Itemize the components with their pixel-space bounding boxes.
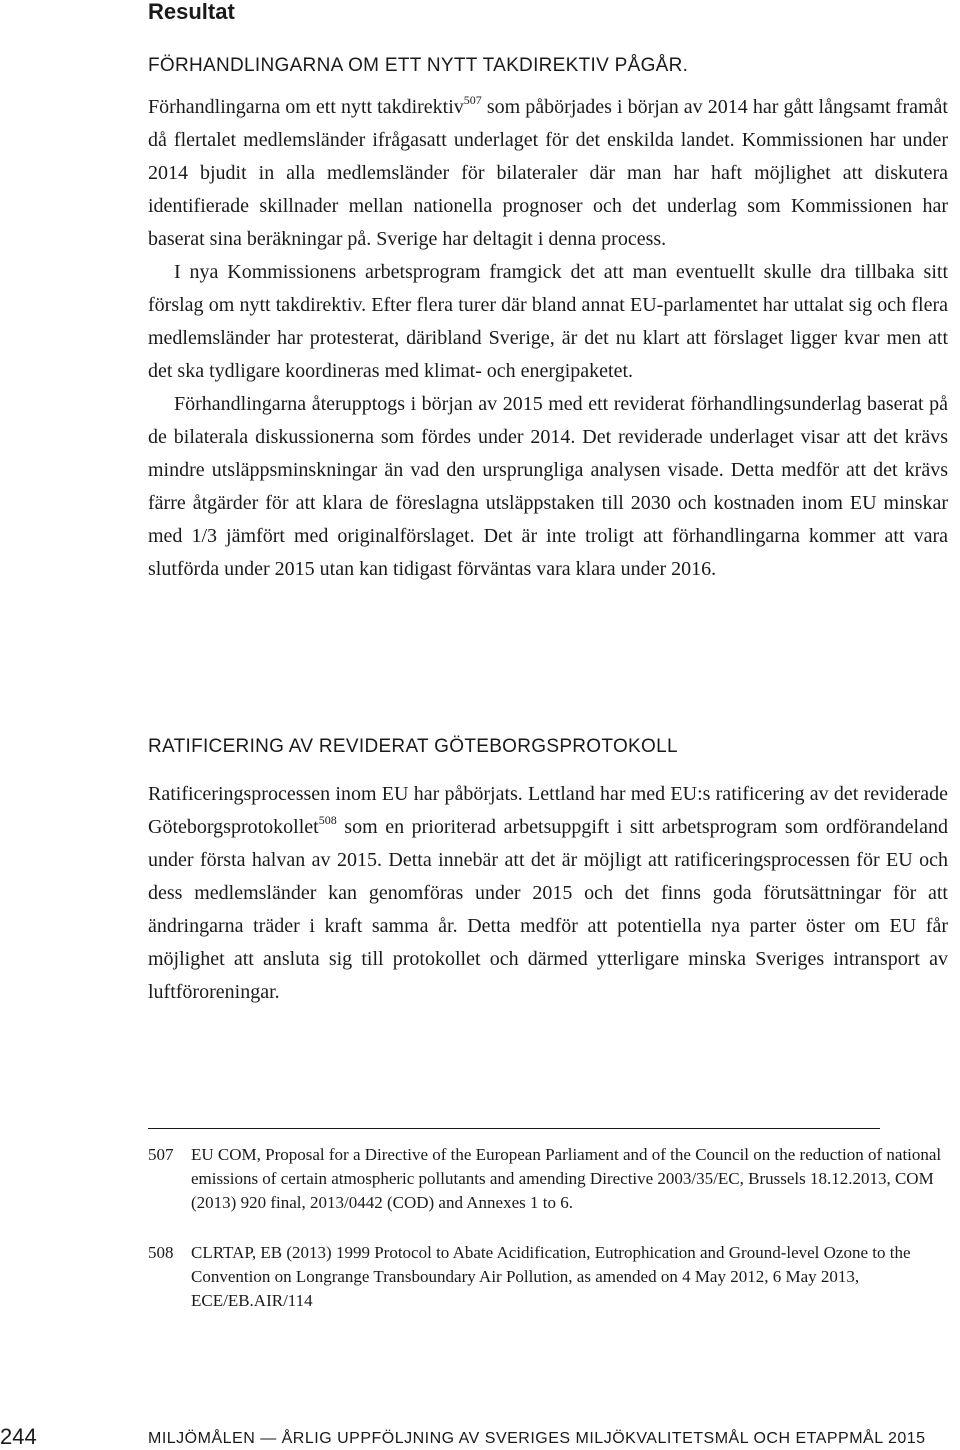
paragraph [148,778,948,1009]
footnote-number: 508 [148,1243,174,1262]
running-footer: MILJÖMÅLEN — ÅRLIG UPPFÖLJNING AV SVERIGES MILJÖKVALITETSMÅL OCH ETAPPMÅL 2015 [148,1430,926,1447]
footnote-text: CLRTAP, EB (2013) 1999 Protocol to Abate Acidification, Eutrophication and Ground-level Ozone to the Convention on Longrange Transboundary Air Pollution, as amended on 4 May 2012, 6 May 2013, ECE/EB.AIR/114 [191,1243,911,1310]
footnote-number: 507 [148,1145,174,1164]
footnote-reference: 507 [463,93,482,107]
paragraph-text: Förhandlingarna om ett nytt takdirektiv [148,96,464,118]
section-body-takdirektiv [148,91,948,586]
paragraph: Förhandlingarna återupptogs i början av 2015 med ett reviderat förhandlingsunderlag baserat på de bilaterala diskussionerna som fördes under 2014. Det reviderade underlaget visar att det krävs mindre utsläppsminskningar än vad den ursprungliga analysen visade. Detta medför att det krävs färre åtgärder för att klara de föreslagna utsläppstaken till 2030 och kostnaden inom EU minskar med 1/3 jämfört med originalförslaget. Det är inte troligt att förhandlingarna kommer att vara slutförda under 2015 utan kan tidigast förväntas vara klara under 2016. [148,393,948,580]
paragraph-text: som en prioriterad arbetsuppgift i sitt arbetsprogram som ordförandeland under första halvan av 2015. Detta innebär att det är möjligt att ratificeringsprocessen för EU och dess medlemsländer kan genomföras under 2015 och det finns goda förutsättningar för att ändringarna träder i kraft samma år. Detta medför att potentiella nya parter öster om EU får möjlighet att ansluta sig till protokollet och därmed ytterligare minska Sveriges intransport av luftföroreningar. [148,816,948,1003]
section-heading-takdirektiv: FÖRHANDLINGARNA OM ETT NYTT TAKDIREKTIV PÅGÅR. [148,55,689,76]
section-heading-goteborgsprotokoll: RATIFICERING AV REVIDERAT GÖTEBORGSPROTOKOLL [148,736,678,757]
footnote-divider [148,1128,880,1129]
page-number: 244 [0,1424,37,1449]
paragraph-text: som påbörjades i början av 2014 har gått långsamt framåt då flertalet medlemsländer ifrågasatt underlaget för det enskilda landet. Kommissionen har under 2014 bjudit in alla medlemsländer för bilateraler där man har haft möjlighet att diskutera identifierade skillnader mellan nationella prognoser och det underlag som Kommissionen har baserat sina beräkningar på. Sverige har deltagit i denna process. [148,96,948,250]
footnote-508 [148,1241,958,1313]
footnote-text: EU COM, Proposal for a Directive of the European Parliament and of the Council on the reduction of national emissions of certain atmospheric pollutants and amending Directive 2003/35/EC, Brussels 18.12.2013, COM (2013) 920 final, 2013/0442 (COD) and Annexes 1 to 6. [191,1145,942,1212]
paragraph-text: Ratificeringsprocessen inom EU har påbörjats. Lettland har med EU:s ratificering av det reviderade Göteborgsprotokollet [148,783,948,838]
paragraph [148,91,948,256]
page-heading: Resultat [148,0,235,24]
paragraph: I nya Kommissionens arbetsprogram framgick det att man eventuellt skulle dra tillbaka sitt förslag om nytt takdirektiv. Efter flera turer där bland annat EU-parlamentet har uttalat sig och flera medlemsländer har protesterat, däribland Sverige, är det nu klart att förslaget ligger kvar men att det ska tydligare koordineras med klimat- och energipaketet. [148,261,948,382]
footnote-507 [148,1143,958,1215]
footnote-reference: 508 [318,813,337,827]
section-body-goteborgsprotokoll [148,778,948,1009]
